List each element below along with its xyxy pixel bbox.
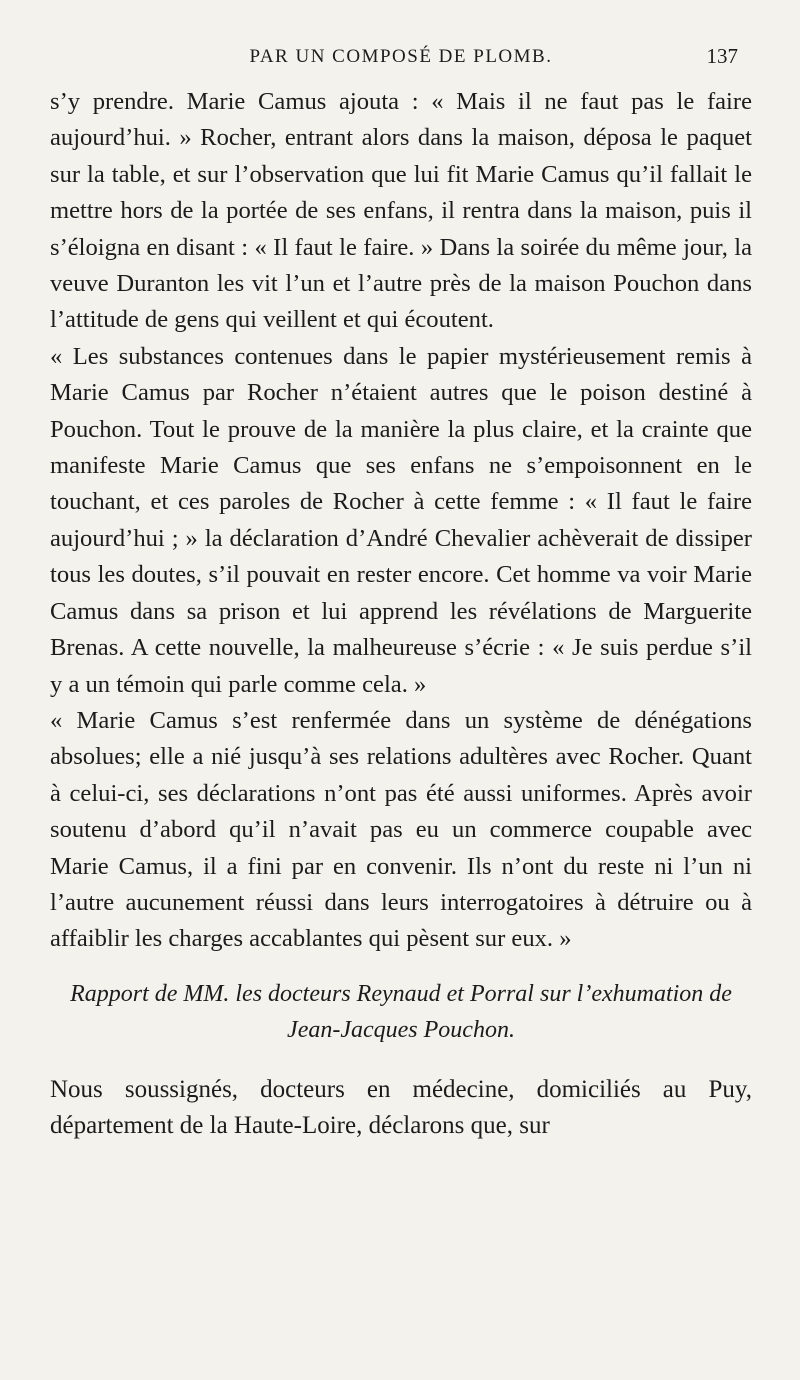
running-head [50,44,752,84]
running-title: PAR UN COMPOSÉ DE PLOMB. [249,46,553,67]
paragraph-4: Nous soussignés, docteurs en médecine, domiciliés au Puy, département de la Haute-Loire, déclarons que, sur [50,1075,752,1139]
body-text [50,84,752,958]
paragraph-2: « Les substances contenues dans le papier mystérieusement remis à Marie Camus par Rocher n’étaient autres que le poison destiné à Pouchon. Tout le prouve de la manière la plus claire, et la crainte que manifeste Marie Camus que ses enfans ne s’empoisonnent en le touchant, et ces paroles de Rocher à cette femme : « Il faut le faire aujourd’hui ; » la déclaration d’André Chevalier achèverait de dissiper tous les doutes, s’il pouvait en rester encore. Cet homme va voir Marie Camus dans sa prison et lui apprend les révélations de Marguerite Brenas. A cette nouvelle, la malheureuse s’écrie : « Je suis perdue s’il y a un témoin qui parle comme cela. » [50,342,752,698]
paragraph-3: « Marie Camus s’est renfermée dans un système de dénégations absolues; elle a nié jusqu’à ses relations adultères avec Rocher. Quant à celui-ci, ses déclarations n’ont pas été aussi uniformes. Après avoir soutenu d’abord qu’il n’avait pas eu un commerce coupable avec Marie Camus, il a fini par en convenir. Ils n’ont du reste ni l’un ni l’autre aucunement réussi dans leurs interrogatoires à détruire ou à affaiblir les charges accablantes qui pèsent sur eux. » [50,706,752,953]
page-number: 137 [706,44,738,68]
paragraph-1: s’y prendre. Marie Camus ajouta : « Mais il ne faut pas le faire aujourd’hui. » Rocher, entrant alors dans la maison, déposa le paquet sur la table, et sur l’observation que lui fit Marie Camus qu’il fallait le mettre hors de la portée de ses enfans, il rentra dans la maison, puis il s’éloigna en disant : « Il faut le faire. » Dans la soirée du même jour, la veuve Duranton les vit l’un et l’autre près de la maison Pouchon dans l’attitude de gens qui veillent et qui écoutent. [50,88,752,334]
section-heading: Rapport de MM. les docteurs Reynaud et Porral sur l’exhumation de Jean-Jacques Pouchon. [70,980,732,1043]
